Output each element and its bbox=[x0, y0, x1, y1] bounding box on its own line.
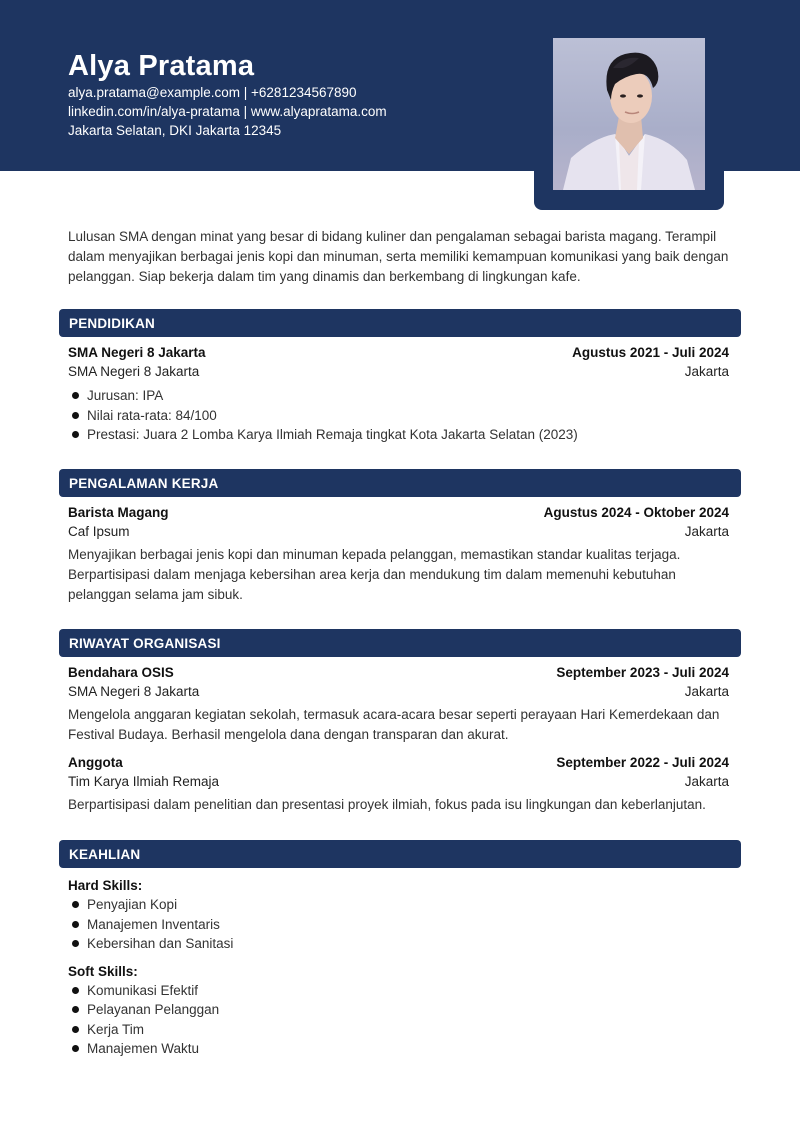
section-title: KEAHLIAN bbox=[69, 847, 141, 862]
org-dates: September 2022 - Juli 2024 bbox=[556, 755, 729, 770]
section-title: PENGALAMAN KERJA bbox=[69, 476, 219, 491]
organization-entry bbox=[68, 665, 729, 745]
job-dates: Agustus 2024 - Oktober 2024 bbox=[543, 505, 729, 520]
org-name: Tim Karya Ilmiah Remaja bbox=[68, 774, 220, 789]
contact-email-phone: alya.pratama@example.com | +6281234567890 bbox=[68, 85, 357, 100]
list-item: Penyajian Kopi bbox=[68, 895, 729, 915]
portrait-image bbox=[553, 38, 705, 190]
list-item: Pelayanan Pelanggan bbox=[68, 1000, 729, 1020]
soft-skills-list bbox=[68, 981, 729, 1059]
skills-block bbox=[68, 876, 729, 1059]
org-location: Jakarta bbox=[684, 684, 729, 699]
org-description: Mengelola anggaran kegiatan sekolah, termasuk acara-acara besar seperti perayaan Hari Kemerdekaan dan Festival Budaya. Berhasil mengelola dana dengan transparan dan akurat. bbox=[68, 707, 720, 742]
job-location: Jakarta bbox=[684, 524, 729, 539]
contact-address: Jakarta Selatan, DKI Jakarta 12345 bbox=[68, 123, 282, 138]
org-description: Berpartisipasi dalam penelitian dan presentasi proyek ilmiah, fokus pada isu lingkungan dan keberlanjutan. bbox=[68, 797, 706, 812]
list-item: Jurusan: IPA bbox=[68, 386, 729, 406]
education-dates: Agustus 2021 - Juli 2024 bbox=[572, 345, 729, 360]
section-title: PENDIDIKAN bbox=[69, 316, 156, 331]
education-details bbox=[68, 386, 729, 445]
school-name: SMA Negeri 8 Jakarta bbox=[68, 345, 206, 360]
org-location: Jakarta bbox=[684, 774, 729, 789]
org-dates: September 2023 - Juli 2024 bbox=[556, 665, 729, 680]
education-location: Jakarta bbox=[684, 364, 729, 379]
org-role: Anggota bbox=[68, 755, 123, 770]
section-header-skills bbox=[59, 840, 741, 868]
profile-summary: Lulusan SMA dengan minat yang besar di bidang kuliner dan pengalaman sebagai barista magang. Terampil dalam menyajikan berbagai jenis kopi dan minuman, serta memiliki kemampuan komunikasi yang baik dengan pelanggan. Siap bekerja dalam tim yang dinamis dan berkembang di lingkungan kafe. bbox=[68, 229, 729, 284]
company-name: Caf Ipsum bbox=[68, 524, 130, 539]
experience-entry bbox=[68, 505, 729, 605]
hard-skills-heading: Hard Skills: bbox=[68, 878, 143, 893]
list-item: Kerja Tim bbox=[68, 1020, 729, 1040]
contact-web-links: linkedin.com/in/alya-pratama | www.alyapratama.com bbox=[68, 104, 387, 119]
section-title: RIWAYAT ORGANISASI bbox=[69, 636, 221, 651]
candidate-name: Alya Pratama bbox=[68, 50, 255, 82]
profile-photo bbox=[553, 38, 705, 190]
section-header-experience bbox=[59, 469, 741, 497]
section-header-organizations bbox=[59, 629, 741, 657]
list-item: Komunikasi Efektif bbox=[68, 981, 729, 1001]
org-role: Bendahara OSIS bbox=[68, 665, 174, 680]
section-header-education bbox=[59, 309, 741, 337]
list-item: Manajemen Inventaris bbox=[68, 915, 729, 935]
school-subtitle: SMA Negeri 8 Jakarta bbox=[68, 364, 200, 379]
organization-entry bbox=[68, 755, 729, 815]
org-name: SMA Negeri 8 Jakarta bbox=[68, 684, 200, 699]
job-title: Barista Magang bbox=[68, 505, 169, 520]
profile-photo-frame bbox=[534, 30, 724, 210]
list-item: Prestasi: Juara 2 Lomba Karya Ilmiah Remaja tingkat Kota Jakarta Selatan (2023) bbox=[68, 425, 729, 445]
hard-skills-list bbox=[68, 895, 729, 954]
list-item: Manajemen Waktu bbox=[68, 1039, 729, 1059]
education-entry bbox=[68, 345, 729, 445]
list-item: Nilai rata-rata: 84/100 bbox=[68, 406, 729, 426]
soft-skills-heading: Soft Skills: bbox=[68, 963, 138, 979]
job-description: Menyajikan berbagai jenis kopi dan minuman kepada pelanggan, memastikan standar kualitas terjaga. Berpartisipasi dalam menjaga kebersihan area kerja dan mendukung tim dalam memenuhi kebutuhan pelanggan selama jam sibuk. bbox=[68, 547, 681, 602]
list-item: Kebersihan dan Sanitasi bbox=[68, 934, 729, 954]
